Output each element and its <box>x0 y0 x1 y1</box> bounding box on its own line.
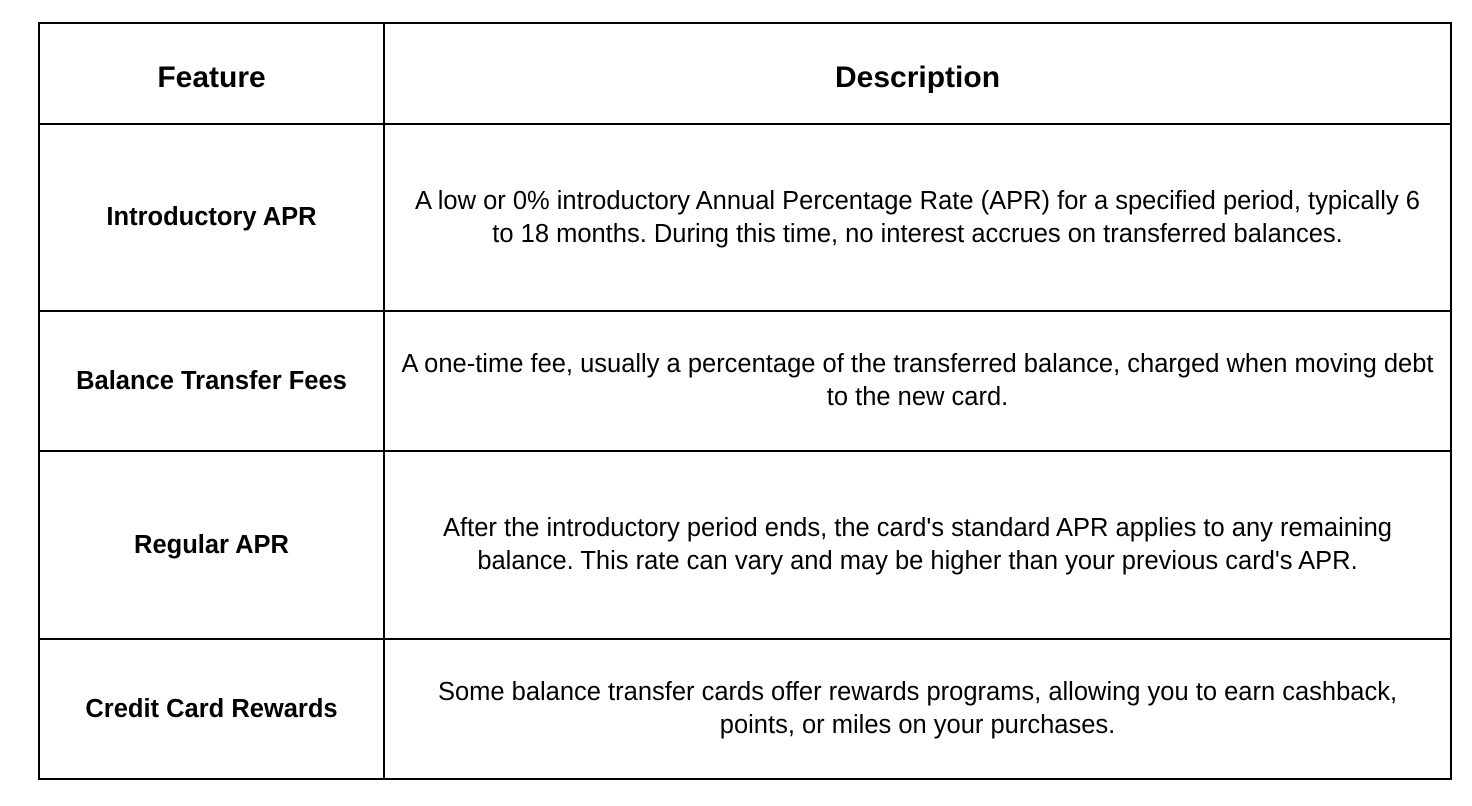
feature-table <box>38 22 1452 780</box>
header-row <box>39 23 1451 124</box>
feature-cell: Regular APR <box>39 451 384 639</box>
description-cell: A one-time fee, usually a percentage of the transferred balance, charged when moving debt to the new card. <box>384 311 1451 451</box>
table-row <box>39 311 1451 451</box>
description-cell: After the introductory period ends, the card's standard APR applies to any remaining balance. This rate can vary and may be higher than your previous card's APR. <box>384 451 1451 639</box>
header-feature: Feature <box>39 23 384 124</box>
description-cell: Some balance transfer cards offer rewards programs, allowing you to earn cashback, points, or miles on your purchases. <box>384 639 1451 779</box>
feature-cell: Credit Card Rewards <box>39 639 384 779</box>
table-row <box>39 124 1451 311</box>
feature-cell: Balance Transfer Fees <box>39 311 384 451</box>
table-row <box>39 451 1451 639</box>
feature-cell: Introductory APR <box>39 124 384 311</box>
table-row <box>39 639 1451 779</box>
description-cell: A low or 0% introductory Annual Percentage Rate (APR) for a specified period, typically 6 to 18 months. During this time, no interest accrues on transferred balances. <box>384 124 1451 311</box>
header-description: Description <box>384 23 1451 124</box>
